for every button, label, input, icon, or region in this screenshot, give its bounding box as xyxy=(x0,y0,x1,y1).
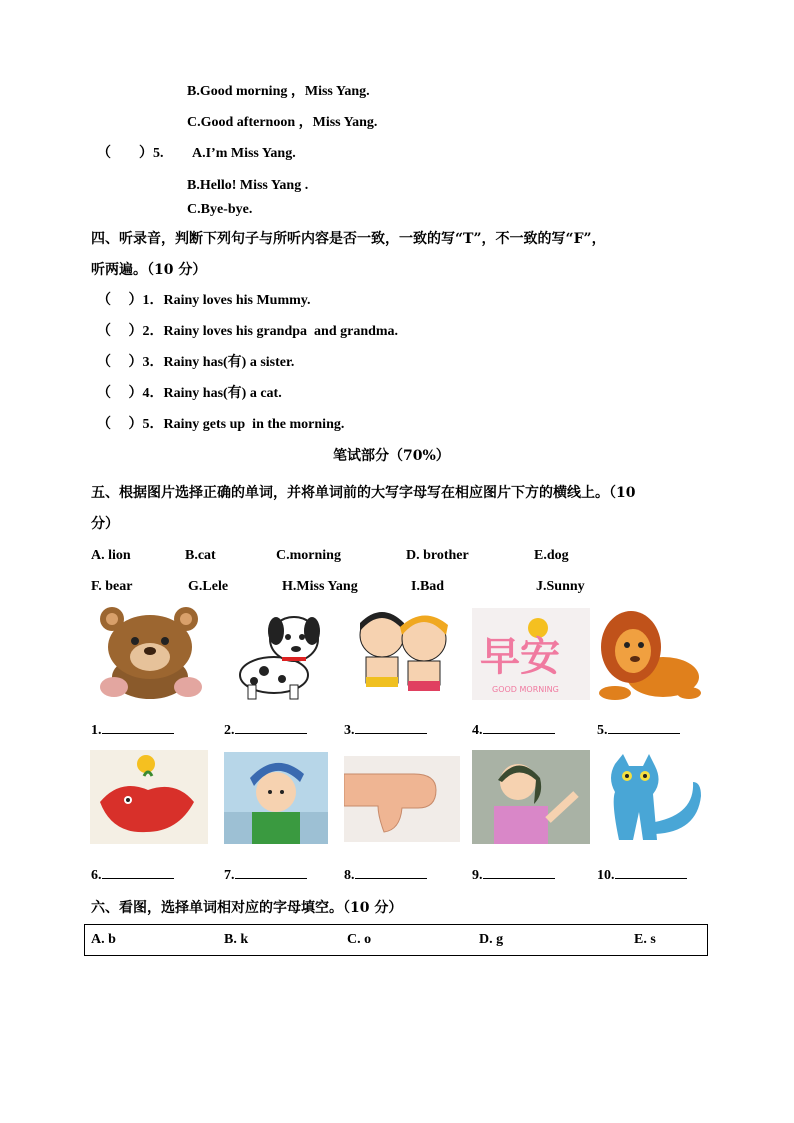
option-g: G.Lele xyxy=(188,579,229,594)
option-c: C.morning xyxy=(276,548,341,563)
q5-option-b: B.Hello! Miss Yang . xyxy=(187,178,309,193)
answer-blank-8[interactable] xyxy=(344,864,427,885)
blank-line-9[interactable] xyxy=(483,864,555,879)
answer-blank-1[interactable] xyxy=(91,719,174,740)
answer-blank-9[interactable] xyxy=(472,864,555,885)
blank-line-8[interactable] xyxy=(355,864,427,879)
dog-picture xyxy=(224,605,332,702)
section6-option-e: E. s xyxy=(634,932,656,947)
good-morning-picture xyxy=(472,608,590,700)
lion-picture xyxy=(597,605,703,702)
option-i: I.Bad xyxy=(411,579,445,594)
section6-options-box xyxy=(84,924,708,956)
option-h: H.Miss Yang xyxy=(282,579,358,594)
miss-yang-picture xyxy=(472,750,590,844)
blank-number-10: 10. xyxy=(597,868,615,883)
blank-line-7[interactable] xyxy=(235,864,307,879)
answer-blank-6[interactable] xyxy=(91,864,174,885)
dragon-sun-picture xyxy=(90,750,208,844)
blank-number-3: 3. xyxy=(344,723,355,738)
section6-option-d: D. g xyxy=(479,932,504,947)
option-j: J.Sunny xyxy=(536,579,585,594)
section4-item-1: （ ）1．Rainy loves his Mummy. xyxy=(97,293,311,308)
blank-number-8: 8. xyxy=(344,868,355,883)
blank-number-9: 9. xyxy=(472,868,483,883)
q4-option-c: C.Good afternoon ，Miss Yang. xyxy=(187,115,378,130)
answer-blank-4[interactable] xyxy=(472,719,555,740)
option-b: B.cat xyxy=(185,548,216,563)
blue-cat-picture xyxy=(597,752,707,844)
section5-title-line2: 分） xyxy=(91,516,119,532)
thumbs-down-picture xyxy=(344,756,460,842)
section6-option-c: C. o xyxy=(347,932,372,947)
option-f: F. bear xyxy=(91,579,133,594)
section6-title: 六、看图，选择单词相对应的字母填空。（10 分） xyxy=(91,900,403,916)
section6-option-a: A. b xyxy=(91,932,116,947)
good-morning-en: GOOD MORNING xyxy=(492,685,559,694)
blank-line-5[interactable] xyxy=(608,719,680,734)
bear-picture xyxy=(90,605,210,702)
answer-blank-7[interactable] xyxy=(224,864,307,885)
q5-prefix: （ ）5. xyxy=(97,146,164,161)
section4-item-3: （ ）3．Rainy has(有) a sister. xyxy=(97,355,295,370)
blank-line-6[interactable] xyxy=(102,864,174,879)
good-morning-chars: 早安 xyxy=(480,634,560,680)
blank-line-2[interactable] xyxy=(235,719,307,734)
blank-number-1: 1. xyxy=(91,723,102,738)
section5-title-line1: 五、根据图片选择正确的单词，并将单词前的大写字母写在相应图片下方的横线上。（10 xyxy=(91,485,636,501)
blank-line-10[interactable] xyxy=(615,864,687,879)
q5-option-c: C.Bye-bye. xyxy=(187,202,253,217)
option-d: D. brother xyxy=(406,548,469,563)
section4-item-2: （ ）2．Rainy loves his grandpa and grandma. xyxy=(97,324,399,339)
section4-title-line2: 听两遍。（10 分） xyxy=(91,262,207,278)
blank-number-4: 4. xyxy=(472,723,483,738)
answer-blank-2[interactable] xyxy=(224,719,307,740)
answer-blank-3[interactable] xyxy=(344,719,427,740)
blank-line-4[interactable] xyxy=(483,719,555,734)
section4-item-5: （ ）5．Rainy gets up in the morning. xyxy=(97,417,345,432)
option-e: E.dog xyxy=(534,548,569,563)
written-section-header: 笔试部分（70%） xyxy=(333,448,450,464)
blank-number-6: 6. xyxy=(91,868,102,883)
section4-title-line1: 四、听录音，判断下列句子与所听内容是否一致，一致的写“T”，不一致的写“F”， xyxy=(91,231,606,247)
blank-line-3[interactable] xyxy=(355,719,427,734)
answer-blank-10[interactable] xyxy=(597,864,687,885)
boy-lele-picture xyxy=(224,752,328,844)
blank-line-1[interactable] xyxy=(102,719,174,734)
q4-option-b: B.Good morning ，Miss Yang. xyxy=(187,84,370,99)
brothers-picture xyxy=(344,605,464,702)
section4-item-4: （ ）4．Rainy has(有) a cat. xyxy=(97,386,282,401)
blank-number-7: 7. xyxy=(224,868,235,883)
blank-number-2: 2. xyxy=(224,723,235,738)
blank-number-5: 5. xyxy=(597,723,608,738)
section6-option-b: B. k xyxy=(224,932,249,947)
option-a: A. lion xyxy=(91,548,131,563)
answer-blank-5[interactable] xyxy=(597,719,680,740)
q5-option-a: A.I’m Miss Yang. xyxy=(192,146,296,161)
